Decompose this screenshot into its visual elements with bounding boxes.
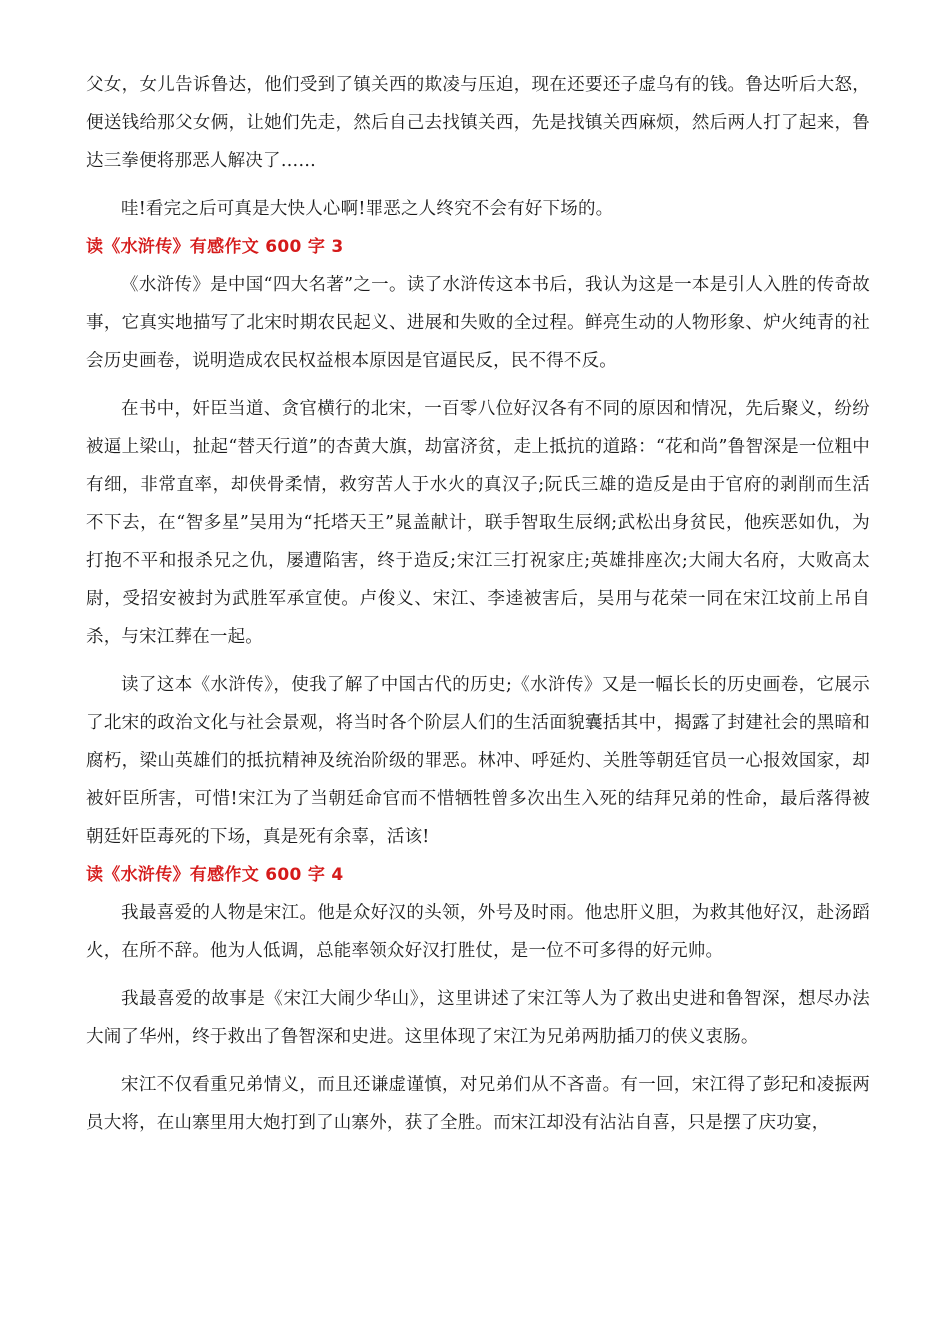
paragraph-favorite-story: 我最喜爱的故事是《宋江大闹少华山》，这里讲述了宋江等人为了救出史进和鲁智深，想尽办法大闹了华州，终于救出了鲁智深和史进。这里体现了宋江为兄弟两肋插刀的侠义衷肠。 xyxy=(86,989,870,1047)
document-page xyxy=(86,66,870,1142)
paragraph-favorite-character: 我最喜爱的人物是宋江。他是众好汉的头领，外号及时雨。他忠肝义胆，为救其他好汉，赴汤蹈火，在所不辞。他为人低调，总能率领众好汉打胜仗，是一位不可多得的好元帅。 xyxy=(86,903,870,961)
paragraph-reaction: 哇!看完之后可真是大快人心啊!罪恶之人终究不会有好下场的。 xyxy=(121,199,614,219)
paragraph-reflection: 读了这本《水浒传》，使我了解了中国古代的历史;《水浒传》又是一幅长长的历史画卷，它展示了北宋的政治文化与社会景观，将当时各个阶层人们的生活面貌囊括其中，揭露了封建社会的黑暗和腐朽，梁山英雄们的抵抗精神及统治阶级的罪恶。林冲、呼延灼、关胜等朝廷官员一心报效国家，却被奸臣所害，可惜!宋江为了当朝廷命官而不惜牺牲曾多次出生入死的结拜兄弟的性命，最后落得被朝廷奸臣毒死的下场，真是死有余辜，活该! xyxy=(86,675,870,847)
section-heading-4: 读《水浒传》有感作文 600 字 4 xyxy=(86,865,344,885)
paragraph-song-jiang: 宋江不仅看重兄弟情义，而且还谦虚谨慎，对兄弟们从不吝啬。有一回，宋江得了彭玘和凌振两员大将，在山寨里用大炮打到了山寨外，获了全胜。而宋江却没有沾沾自喜，只是摆了庆功宴， xyxy=(86,1075,870,1133)
paragraph-intro: 《水浒传》是中国“四大名著”之一。读了水浒传这本书后，我认为这是一本是引人入胜的传奇故事，它真实地描写了北宋时期农民起义、进展和失败的全过程。鲜亮生动的人物形象、炉火纯青的社会历史画卷，说明造成农民权益根本原因是官逼民反，民不得不反。 xyxy=(86,275,870,371)
section-heading-3: 读《水浒传》有感作文 600 字 3 xyxy=(86,237,344,257)
paragraph-continuation: 父女，女儿告诉鲁达，他们受到了镇关西的欺凌与压迫，现在还要还子虚乌有的钱。鲁达听后大怒，便送钱给那父女俩，让她们先走，然后自己去找镇关西，先是找镇关西麻烦，然后两人打了起来，鲁达三拳便将那恶人解决了…… xyxy=(86,75,870,171)
paragraph-heroes: 在书中，奸臣当道、贪官横行的北宋，一百零八位好汉各有不同的原因和情况，先后聚义，纷纷被逼上梁山，扯起“替天行道”的杏黄大旗，劫富济贫，走上抵抗的道路：“花和尚”鲁智深是一位粗中有细，非常直率，却侠骨柔情，救穷苦人于水火的真汉子;阮氏三雄的造反是由于官府的剥削而生活不下去，在“智多星”吴用为“托塔天王”晁盖献计，联手智取生辰纲;武松出身贫民，他疾恶如仇，为打抱不平和报杀兄之仇，屡遭陷害，终于造反;宋江三打祝家庄;英雄排座次;大闹大名府，大败高太尉，受招安被封为武胜军承宣使。卢俊义、宋江、李逵被害后，吴用与花荣一同在宋江坟前上吊自杀，与宋江葬在一起。 xyxy=(86,399,870,647)
